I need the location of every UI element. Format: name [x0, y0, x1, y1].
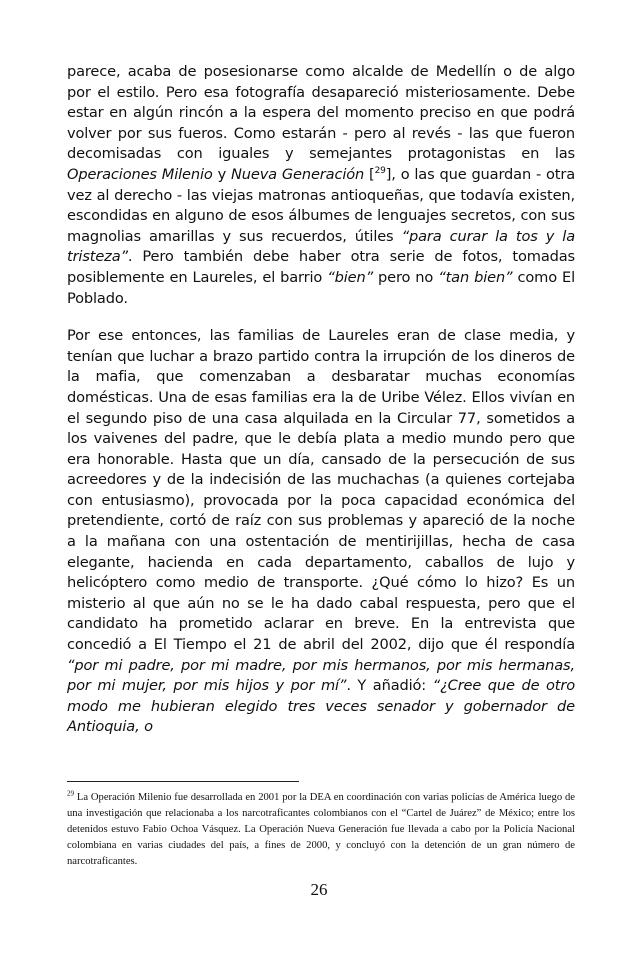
footnote-divider: [67, 781, 299, 782]
footnote: [67, 790, 575, 870]
footnote-number: 29: [67, 789, 74, 798]
paragraph-2: Por ese entonces, las familias de Laureles eran de clase media, y tenían que luchar a brazo partido contra la irrupción de los dineros de la mafia, que comenzaban a desbaratar muchas economías domésticas. Una de esas familias era la de Uribe Vélez. Ellos vivían en el segundo piso de una casa alquilada en la Circular 77, sometidos a los vaivenes del padre, que le debía plata a medio mundo pero que era honorable. Hasta que un día, cansado de la persecución de sus acreedores y de la indecisión de las muchachas (a quienes cortejaba con entusiasmo), provocada por la poca capacidad económica del pretendiente, cortó de raíz con sus problemas y apareció de la noche a la mañana con una ostentación de mentirijillas, hecha de casa elegante, hacienda en cada departamento, caballos de lujo y helicóptero como medio de transporte. ¿Qué cómo lo hizo? Es un misterio al que aún no se le ha dado cabal respuesta, pero que el candidato ha prometido aclarar en breve. En la entrevista que concedió a El Tiempo el 21 de abril del 2002, dijo que él respondía “por mi padre, por mi madre, por mis hermanos, por mis hermanas, por mi mujer, por mis hijos y por mí”. Y añadió: “¿Cree que de otro modo me hubieran elegido tres veces senador y gobernador de Antioquia, o: [67, 327, 575, 736]
emphasis-quote-tos: “para curar la tos y la tristeza”: [67, 227, 575, 266]
emphasis-tan-bien: “tan bien”: [438, 268, 513, 286]
footnote-text: La Operación Milenio fue desarrollada en 2001 por la DEA en coordinación con varias policías de América luego de una investigación que relacionaba a los narcotraficantes colombianos con el “Cartel de Juárez” de México; entre los detenidos estuvo Fabio Ochoa Vásquez. La Operación Nueva Generación fue llevada a cabo por la Policía Nacional colombiana en varias ciudades del país, a fines de 2000, y concluyó con la detención de un gran número de narcotraficantes.: [67, 792, 575, 868]
emphasis-operaciones-milenio: Operaciones Milenio: [67, 165, 213, 183]
emphasis-bien: “bien”: [327, 268, 373, 286]
emphasis-quote-cree: “¿Cree que de otro modo me hubieran elegido tres veces senador y gobernador de Antioquia, o: [67, 677, 575, 736]
emphasis-quote-padre: “por mi padre, por mi madre, por mis hermanos, por mis hermanas, por mi mujer, por mis hijos y por mí”: [67, 656, 575, 695]
page-number: 26: [310, 880, 328, 899]
emphasis-nueva-generacion: Nueva Generación: [231, 165, 365, 183]
paragraph-1: parece, acaba de posesionarse como alcalde de Medellín o de algo por el estilo. Pero esa fotografía desapareció misteriosamente. Debe estar en algún rincón a la espera del momento preciso en que podrá volver por sus fueros. Como estarán - pero al revés - las que fueron decomisadas con iguales y semejantes protagonistas en las Operaciones Milenio y Nueva Generación [$^{29}$], o las que guardan - otra vez al derecho - las viejas matronas antioqueñas, que todavía existen, escondidas en alguno de esos álbumes de lenguajes secretos, con sus magnolias amarillas y sus recuerdos, útiles “para curar la tos y la tristeza”. Pero también debe haber otra serie de fotos, tomadas posiblemente en Laureles, el barrio “bien” pero no “tan bien” como El Poblado.: [67, 63, 576, 307]
footnote-reference: 29: [374, 166, 386, 177]
body-text: [67, 62, 575, 738]
